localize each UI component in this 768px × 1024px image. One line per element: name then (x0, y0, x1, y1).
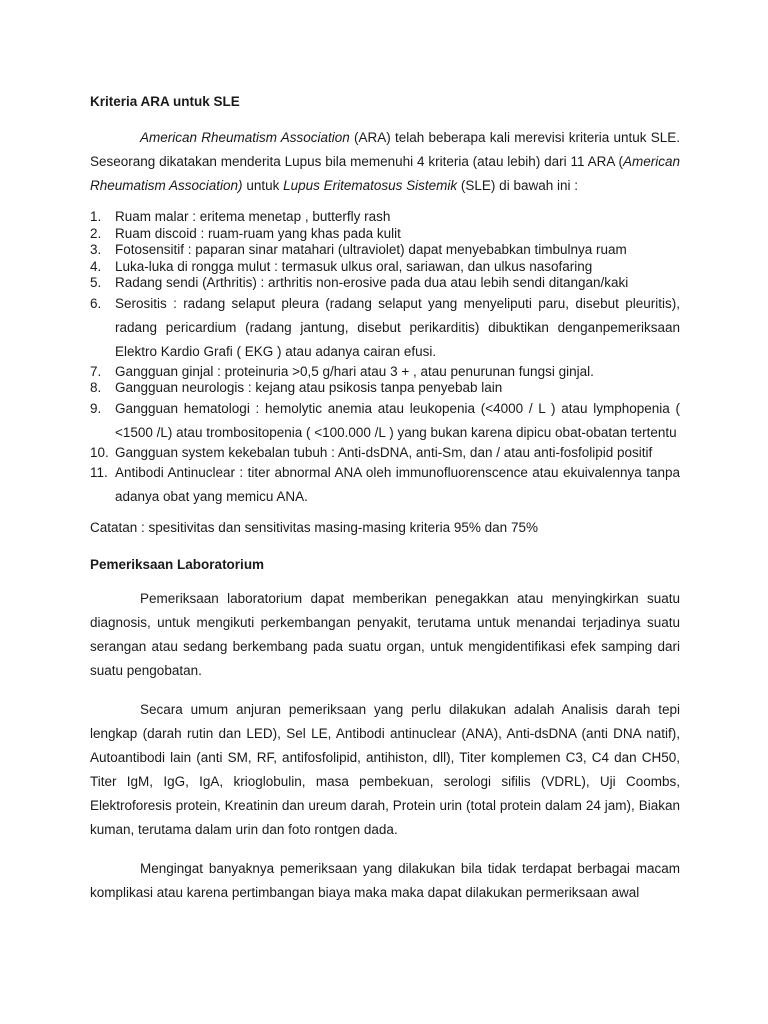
criteria-number: 4. (90, 258, 102, 274)
criteria-number: 3. (90, 242, 102, 257)
criteria-item (90, 226, 680, 243)
criteria-number: 8. (90, 380, 102, 395)
criteria-number: 11. (90, 465, 108, 480)
criteria-number: 1. (90, 209, 102, 224)
criteria-number: 6. (90, 295, 102, 311)
criteria-text: Gangguan hematologi : hemolytic anemia atau leukopenia (<4000 / L ) atau lymphopenia ( <1500 /L) atau trombositopenia ( <100.000 /L ) yang bukan karena dipicu obat-obatan tertentu (115, 400, 680, 440)
criteria-text: Serositis : radang selaput pleura (radang selaput yang menyeliputi paru, disebut pleuritis), radang pericardium (radang jantung, disebut perikarditis) dibuktikan denganpemeriksaan Elektro Kardio Grafi ( EKG ) atau adanya cairan efusi. (115, 295, 680, 359)
criteria-text: Ruam discoid : ruam-ruam yang khas pada kulit (115, 225, 401, 241)
section-heading-kriteria: Kriteria ARA untuk SLE (90, 94, 240, 109)
criteria-text: Fotosensitif : paparan sinar matahari (ultraviolet) dapat menyebabkan timbulnya ruam (115, 242, 627, 257)
criteria-number: 2. (90, 225, 102, 241)
criteria-item (90, 242, 680, 259)
intro-paragraph (90, 126, 680, 198)
criteria-item (90, 445, 680, 462)
intro-italic-term: Lupus Eritematosus Sistemik (283, 178, 458, 193)
intro-text-run: (ARA) telah beberapa kali merevisi kriteria untuk SLE. Seseorang dikatakan menderita Lupus bila memenuhi 4 kriteria (atau lebih) dari 11 ARA ( (90, 130, 680, 169)
intro-text-run: untuk (242, 178, 284, 193)
intro-italic-term: American Rheumatism Association (140, 130, 350, 145)
criteria-text: Radang sendi (Arthritis) : arthritis non-erosive pada dua atau lebih sendi ditangan/kaki (115, 275, 629, 290)
section-heading-laboratorium: Pemeriksaan Laboratorium (90, 557, 265, 572)
criteria-item (90, 292, 680, 364)
criteria-text: Gangguan system kekebalan tubuh : Anti-dsDNA, anti-Sm, dan / atau anti-fosfolipid positif (115, 444, 653, 460)
criteria-text: Gangguan neurologis : kejang atau psikosis tanpa penyebab lain (115, 380, 503, 395)
criteria-note: Catatan : spesitivitas dan sensitivitas masing-masing kriteria 95% dan 75% (90, 520, 538, 535)
intro-italic-term: American Rheumatism Association) (90, 154, 680, 193)
criteria-item (90, 380, 680, 397)
criteria-item (90, 209, 680, 226)
intro-text-run: (SLE) di bawah ini : (457, 178, 578, 193)
criteria-number: 7. (90, 363, 102, 379)
lab-paragraph-3: Mengingat banyaknya pemeriksaan yang dilakukan bila tidak terdapat berbagai macam komplikasi atau karena pertimbangan biaya maka maka dapat dilakukan permeriksaan awal (90, 861, 680, 900)
criteria-item (90, 461, 680, 509)
criteria-item (90, 397, 680, 445)
lab-paragraph-2: Secara umum anjuran pemeriksaan yang perlu dilakukan adalah Analisis darah tepi lengkap (darah rutin dan LED), Sel LE, Antibodi antinuclear (ANA), Anti-dsDNA (anti DNA natif), Autoantibodi lain (anti SM, RF, antifosfolipid, antihiston, dll), Titer komplemen C3, C4 dan CH50, Titer IgM, IgG, IgA, krioglobulin, masa pembekuan, serologi sifilis (VDRL), Uji Coombs, Elektroforesis protein, Kreatinin dan ureum darah, Protein urin (total protein dalam 24 jam), Biakan kuman, terutama dalam urin dan foto rontgen dada. (90, 702, 680, 837)
criteria-text: Antibodi Antinuclear : titer abnormal ANA oleh immunofluorenscence atau ekuivalennya tanpa adanya obat yang memicu ANA. (115, 465, 680, 504)
criteria-number: 9. (90, 400, 102, 416)
criteria-number: 10. (90, 444, 109, 460)
criteria-item (90, 259, 680, 276)
criteria-text: Gangguan ginjal : proteinuria >0,5 g/hari atau 3 + , atau penurunan fungsi ginjal. (115, 363, 594, 379)
criteria-text: Luka-luka di rongga mulut : termasuk ulkus oral, sariawan, dan ulkus nasofaring (115, 258, 593, 274)
criteria-item (90, 275, 680, 292)
criteria-text: Ruam malar : eritema menetap , butterfly rash (115, 209, 391, 224)
criteria-number: 5. (90, 275, 102, 290)
lab-paragraph-1: Pemeriksaan laboratorium dapat memberikan penegakkan atau menyingkirkan suatu diagnosis, untuk mengikuti perkembangan penyakit, terutama untuk menandai terjadinya suatu serangan atau sedang berkembang pada suatu organ, untuk mengidentifikasi efek samping dari suatu pengobatan. (90, 591, 680, 678)
criteria-item (90, 364, 680, 381)
criteria-list (90, 209, 680, 509)
